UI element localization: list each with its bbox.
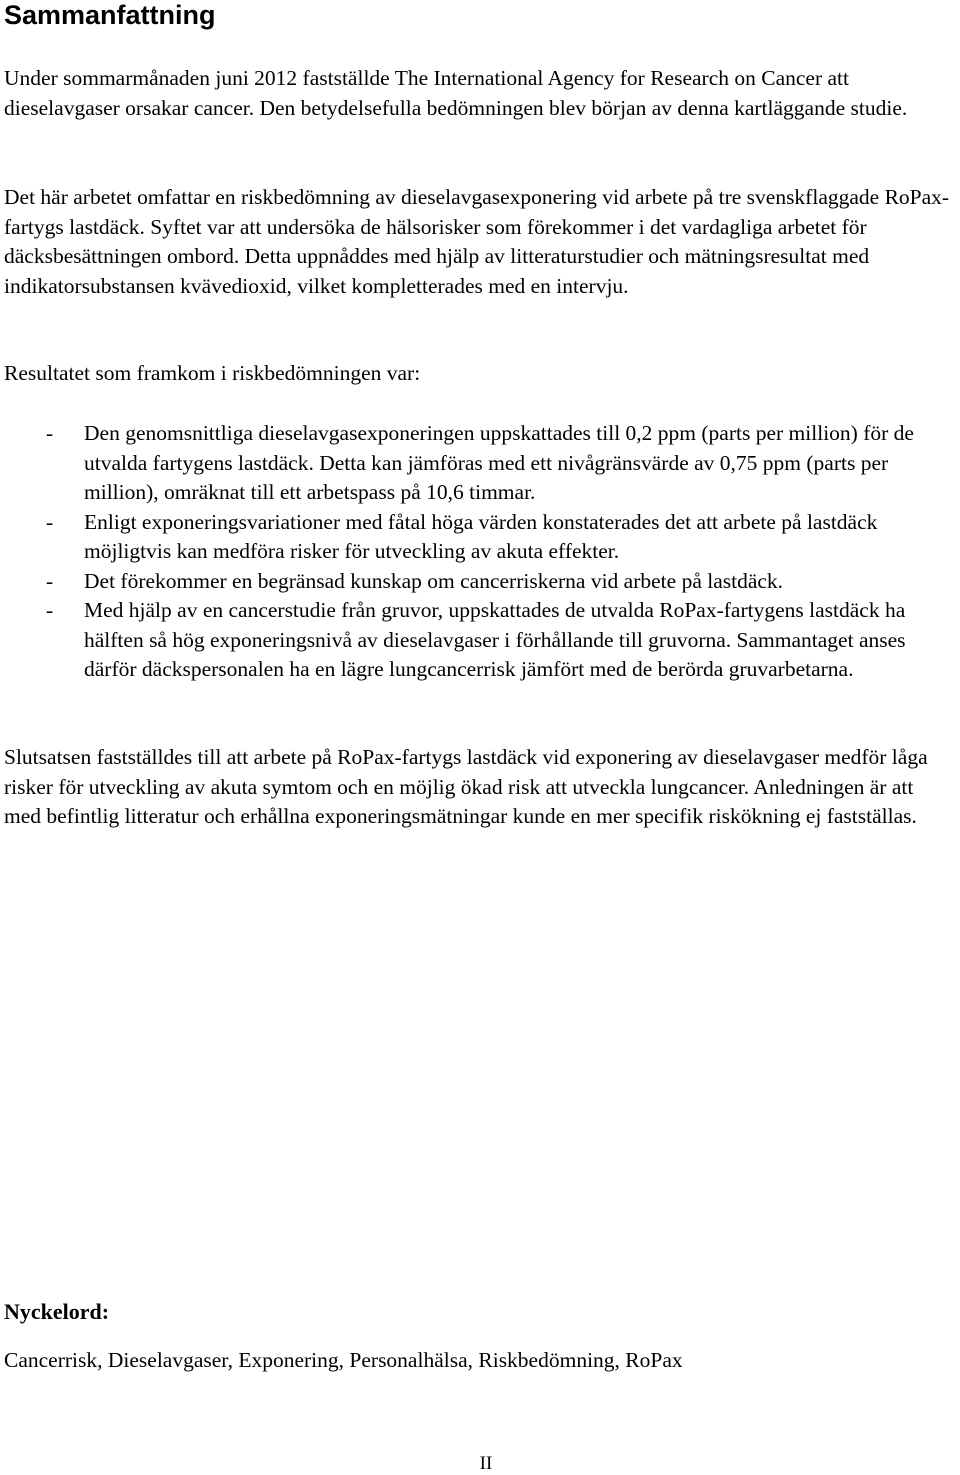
intro-paragraph: Under sommarmånaden juni 2012 fastställde The International Agency for Research on Cancer att dieselavgaser orsakar cancer. Den betydelsefulla bedömningen blev början av denna kartläggande studie. <box>4 66 908 120</box>
keywords-heading: Nyckelord: <box>4 1299 110 1324</box>
bullet-dash: - <box>46 421 54 445</box>
page-number: II <box>479 1453 493 1474</box>
list-item <box>4 596 954 685</box>
list-item-text: Den genomsnittliga dieselavgasexponeringen uppskattades till 0,2 ppm (parts per million) för de utvalda fartygens lastdäck. Detta kan jämföras med ett nivågränsvärde av 0,75 ppm (parts per million), omräknat till ett arbetspass på 10,6 timmar. <box>84 421 914 504</box>
conclusion-paragraph: Slutsatsen fastställdes till att arbete på RoPax-fartygs lastdäck vid exponering av dieselavgaser medför låga risker för utveckling av akuta symtom och en möjlig ökad risk att utveckla lungcancer. Anledningen är att med befintlig litteratur och erhållna exponeringsmätningar kunde en mer specifik riskökning ej fastställas. <box>4 745 928 828</box>
results-intro-paragraph: Resultatet som framkom i riskbedömningen var: <box>4 361 421 385</box>
keywords-list: Cancerrisk, Dieselavgaser, Exponering, Personalhälsa, Riskbedömning, RoPax <box>4 1348 683 1372</box>
page-title: Sammanfattning <box>4 0 216 30</box>
bullet-dash: - <box>46 598 54 622</box>
list-item-text: Med hjälp av en cancerstudie från gruvor, uppskattades de utvalda RoPax-fartygens lastdäck ha hälften så hög exponeringsnivå av dieselavgaser i förhållande till gruvorna. Sammantaget anses därför däckspersonalen ha en lägre lungcancerrisk jämfört med de berörda gruvarbetarna. <box>84 598 906 681</box>
list-item <box>4 567 954 597</box>
list-item <box>4 508 954 567</box>
list-item-text: Enligt exponeringsvariationer med fåtal höga värden konstaterades det att arbete på lastdäck möjligtvis kan medföra risker för utveckling av akuta effekter. <box>84 509 878 563</box>
list-item-text: Det förekommer en begränsad kunskap om cancerriskerna vid arbete på lastdäck. <box>84 568 784 593</box>
list-item <box>4 419 954 508</box>
scope-paragraph: Det här arbetet omfattar en riskbedömning av dieselavgasexponering vid arbete på tre svenskflaggade RoPax-fartygs lastdäck. Syftet var att undersöka de hälsorisker som förekommer i det vardagliga arbetet för däcksbesättningen ombord. Detta uppnåddes med hjälp av litteraturstudier och mätningsresultat med indikatorsubstansen kvävedioxid, vilket kompletterades med en intervju. <box>4 185 950 298</box>
results-list <box>4 419 954 685</box>
bullet-dash: - <box>46 509 54 534</box>
bullet-dash: - <box>46 568 54 593</box>
